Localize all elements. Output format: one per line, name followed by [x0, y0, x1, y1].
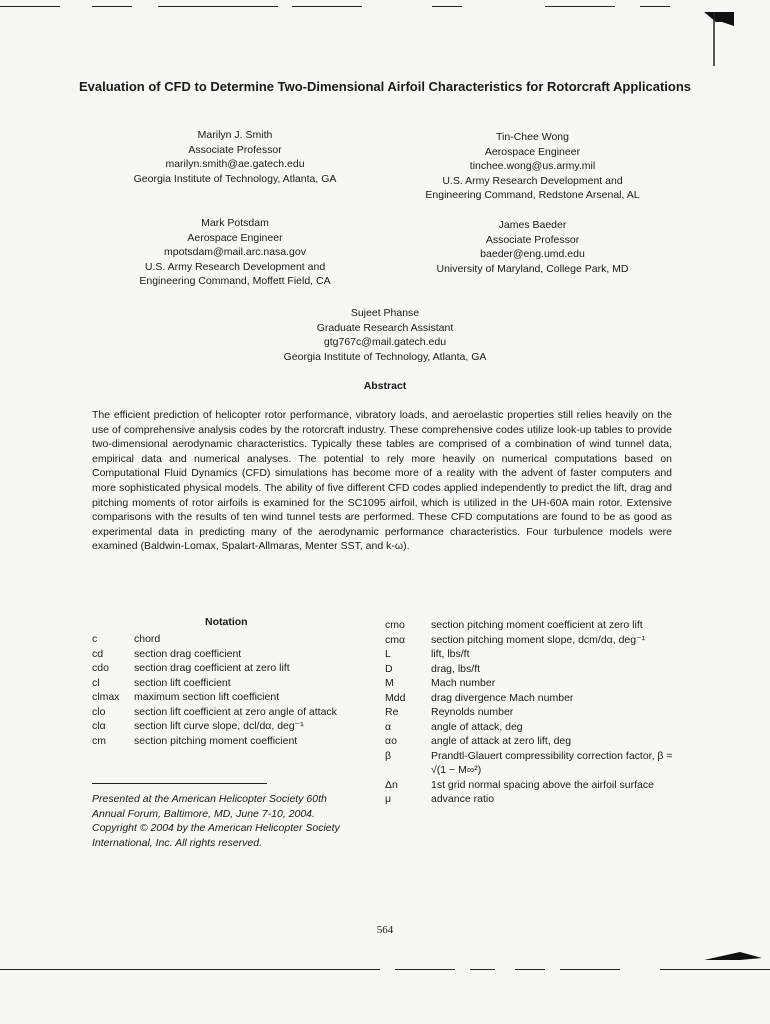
author-affiliation: Georgia Institute of Technology, Atlanta, GA — [133, 172, 337, 185]
author-block-phanse — [235, 306, 535, 364]
author-affiliation: Engineering Command, Redstone Arsenal, AL — [425, 189, 640, 201]
notation-definition: section pitching moment slope, dcm/dα, deg⁻¹ — [431, 633, 646, 646]
notation-row — [385, 691, 675, 706]
notation-definition: section pitching moment coefficient at zero lift — [431, 619, 643, 631]
author-name: Marilyn J. Smith — [197, 129, 273, 141]
abstract-heading: Abstract — [363, 380, 407, 392]
notation-row — [385, 618, 675, 633]
notation-definition: section lift curve slope, dcl/dα, deg⁻¹ — [134, 720, 304, 732]
notation-symbol: β — [385, 749, 392, 762]
notation-symbol: α — [385, 720, 392, 733]
notation-definition: drag, lbs/ft — [431, 662, 481, 675]
footnote-text: Presented at the American Helicopter Society 60th Annual Forum, Baltimore, MD, June 7-10, 2004. Copyright © 2004 by the American Helicopter Society International, Inc. All rights reserved. — [92, 793, 340, 849]
scan-bottom-mark — [700, 930, 770, 970]
notation-row — [92, 719, 367, 734]
abstract-text: The efficient prediction of helicopter rotor performance, vibratory loads, and aeroelastic properties still relies heavily on the use of comprehensive analysis codes by the rotorcraft industry. These comprehensive codes utilize look-up tables to provide two-dimensional aerodynamic characteristics. Typically these tables are comprised of a combination of wind tunnel data, empirical data and numerical analyses. The potential to rely more heavily on numerical computations based on Computational Fluid Dynamics (CFD) simulations has become more of a reality with the advent of faster computers and more sophisticated physical models. The ability of five different CFD codes applied independently to predict the lift, drag and pitching moments of rotor airfoils is examined for the SC1095 airfoil, which is utilized in the UH-60A main rotor. Extensive comparisons with the results of ten wind tunnel tests are performed. These CFD computations are found to be as good as experimental data in predicting many of the aerodynamic performance characteristics. Four turbulence models were examined (Baldwin-Lomax, Spalart-Allmaras, Menter SST, and k-ω). — [92, 409, 672, 553]
notation-definition: Mach number — [431, 677, 496, 689]
notation-heading: Notation — [205, 616, 248, 628]
author-name: Mark Potsdam — [201, 217, 269, 229]
notation-definition: drag divergence Mach number — [431, 691, 574, 704]
author-block-baeder — [400, 218, 665, 276]
author-block-wong — [400, 130, 665, 203]
notation-row — [385, 705, 675, 720]
page-number: 564 — [376, 924, 394, 936]
notation-row — [92, 734, 367, 749]
notation-symbol: cm — [92, 734, 106, 747]
author-title: Aerospace Engineer — [187, 231, 283, 244]
notation-symbol: Re — [385, 706, 399, 718]
notation-row — [385, 676, 675, 691]
notation-row — [385, 647, 675, 662]
author-affiliation: University of Maryland, College Park, MD — [436, 262, 629, 275]
notation-definition: section lift coefficient at zero angle of attack — [134, 705, 337, 718]
notation-definition: angle of attack, deg — [431, 720, 523, 733]
author-name: Tin-Chee Wong — [496, 131, 569, 143]
author-affiliation: Georgia Institute of Technology, Atlanta, GA — [283, 350, 487, 363]
author-email: gtg767c@mail.gatech.edu — [323, 336, 447, 348]
notation-symbol: cdo — [92, 662, 109, 674]
notation-symbol: cmo — [385, 619, 405, 631]
notation-symbol: D — [385, 662, 393, 675]
notation-symbol: M — [385, 677, 394, 689]
notation-row — [92, 632, 367, 647]
notation-symbol: cd — [92, 647, 104, 660]
author-title: Associate Professor — [188, 143, 282, 156]
paper-title: Evaluation of CFD to Determine Two-Dimensional Airfoil Characteristics for Rotorcraft Applications — [78, 79, 692, 94]
author-name: Sujeet Phanse — [350, 307, 420, 319]
notation-definition: Prandtl-Glauert compressibility correction factor, β = √(1 − M∞²) — [431, 749, 673, 776]
notation-list-left — [92, 632, 367, 748]
footnote-rule — [92, 783, 267, 784]
notation-row — [385, 749, 675, 778]
notation-row — [385, 792, 675, 807]
author-email: mpotsdam@mail.arc.nasa.gov — [164, 246, 306, 258]
notation-definition: angle of attack at zero lift, deg — [431, 735, 572, 747]
notation-definition: 1st grid normal spacing above the airfoil surface — [431, 778, 654, 791]
notation-definition: section drag coefficient — [134, 647, 242, 660]
notation-row — [92, 705, 367, 720]
notation-symbol: c — [92, 633, 98, 645]
notation-row — [385, 662, 675, 677]
notation-definition: section pitching moment coefficient — [134, 734, 298, 747]
author-email: marilyn.smith@ae.gatech.edu — [165, 158, 305, 170]
notation-row — [92, 661, 367, 676]
notation-row — [385, 778, 675, 793]
notation-definition: section lift coefficient — [134, 676, 231, 689]
notation-row — [92, 676, 367, 691]
author-email: tinchee.wong@us.army.mil — [469, 160, 596, 172]
author-block-smith — [110, 128, 360, 186]
notation-definition: maximum section lift coefficient — [134, 691, 280, 703]
scan-corner-mark — [700, 0, 770, 70]
notation-symbol: Δn — [385, 778, 398, 791]
author-affiliation: U.S. Army Research Development and — [144, 260, 326, 273]
notation-row — [385, 734, 675, 749]
notation-definition: Reynolds number — [431, 706, 514, 718]
notation-symbol: μ — [385, 793, 392, 805]
notation-row — [385, 633, 675, 648]
notation-definition: advance ratio — [431, 793, 495, 805]
notation-symbol: cl — [92, 676, 100, 689]
notation-symbol: L — [385, 648, 391, 660]
author-email: baeder@eng.umd.edu — [480, 248, 585, 260]
notation-symbol: clα — [92, 720, 106, 732]
notation-symbol: clo — [92, 705, 106, 718]
notation-symbol: cmα — [385, 633, 406, 646]
notation-symbol: αo — [385, 735, 397, 747]
notation-row — [92, 647, 367, 662]
notation-definition: section drag coefficient at zero lift — [134, 662, 290, 674]
notation-row — [385, 720, 675, 735]
notation-row — [92, 690, 367, 705]
author-title: Aerospace Engineer — [484, 145, 581, 158]
notation-definition: lift, lbs/ft — [431, 648, 470, 660]
notation-definition: chord — [134, 633, 161, 645]
author-block-potsdam — [110, 216, 360, 289]
author-title: Associate Professor — [485, 233, 580, 246]
notation-list-right — [385, 618, 675, 807]
author-affiliation: Engineering Command, Moffett Field, CA — [139, 275, 331, 287]
author-title: Graduate Research Assistant — [316, 321, 454, 334]
notation-symbol: clmax — [92, 691, 120, 703]
author-affiliation: U.S. Army Research Development and — [442, 174, 623, 187]
notation-symbol: Mdd — [385, 691, 406, 704]
author-name: James Baeder — [498, 219, 567, 231]
